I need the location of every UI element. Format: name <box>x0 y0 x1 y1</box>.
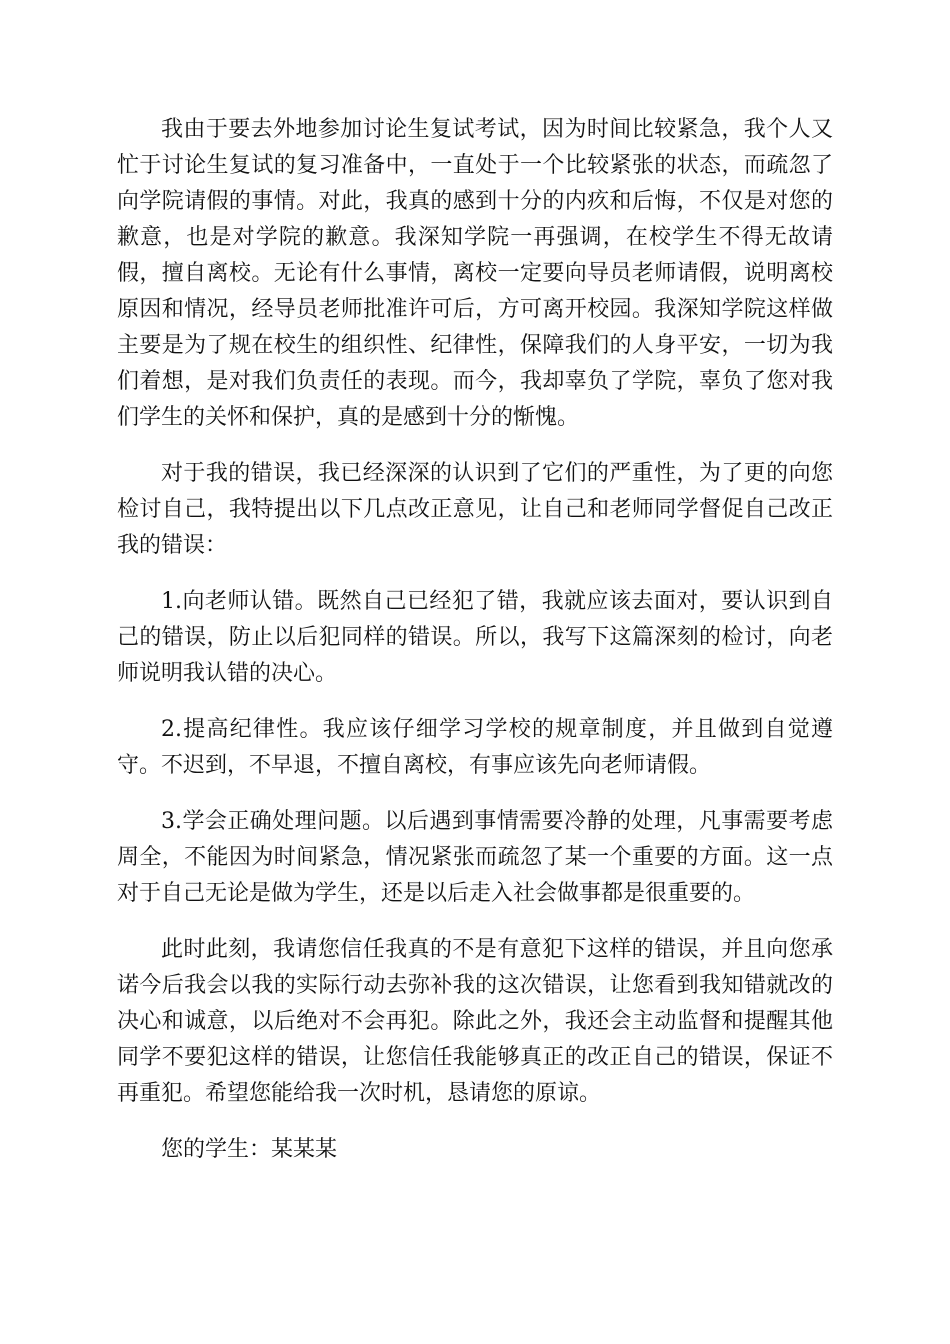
paragraph-promise: 此时此刻，我请您信任我真的不是有意犯下这样的错误，并且向您承诺今后我会以我的实际行动去弥补我的这次错误，让您看到我知错就改的决心和诚意，以后绝对不会再犯。除此之外，我还会主动监督和提醒其他同学不要犯这样的错误，让您信任我能够真正的改正自己的错误，保证不再重犯。希望您能给我一次时机，恳请您的原谅。 <box>117 937 833 1106</box>
paragraph-recognition: 对于我的错误，我已经深深的认识到了它们的严重性，为了更的向您检讨自己，我特提出以下几点改正意见，让自己和老师同学督促自己改正我的错误： <box>117 461 833 558</box>
signature-line: 您的学生：某某某 <box>161 1137 338 1162</box>
paragraph-point-1: 1.向老师认错。既然自己已经犯了错，我就应该去面对，要认识到自己的错误，防止以后犯同样的错误。所以，我写下这篇深刻的检讨，向老师说明我认错的决心。 <box>117 589 833 686</box>
document-body <box>117 112 833 1188</box>
paragraph-point-2: 2.提高纪律性。我应该仔细学习学校的规章制度，并且做到自觉遵守。不迟到，不早退，不擅自离校，有事应该先向老师请假。 <box>117 717 833 778</box>
paragraph-point-3: 3.学会正确处理问题。以后遇到事情需要冷静的处理，凡事需要考虑周全，不能因为时间紧急，情况紧张而疏忽了某一个重要的方面。这一点对于自己无论是做为学生，还是以后走入社会做事都是很重要的。 <box>117 809 833 906</box>
paragraph-apology: 我由于要去外地参加讨论生复试考试，因为时间比较紧急，我个人又忙于讨论生复试的复习准备中，一直处于一个比较紧张的状态，而疏忽了向学院请假的事情。对此，我真的感到十分的内疚和后悔，不仅是对您的歉意，也是对学院的歉意。我深知学院一再强调，在校学生不得无故请假，擅自离校。无论有什么事情，离校一定要向导员老师请假，说明离校原因和情况，经导员老师批准许可后，方可离开校园。我深知学院这样做主要是为了规在校生的组织性、纪律性，保障我们的人身平安，一切为我们着想，是对我们负责任的表现。而今，我却辜负了学院，辜负了您对我们学生的关怀和保护，真的是感到十分的惭愧。 <box>117 117 833 430</box>
